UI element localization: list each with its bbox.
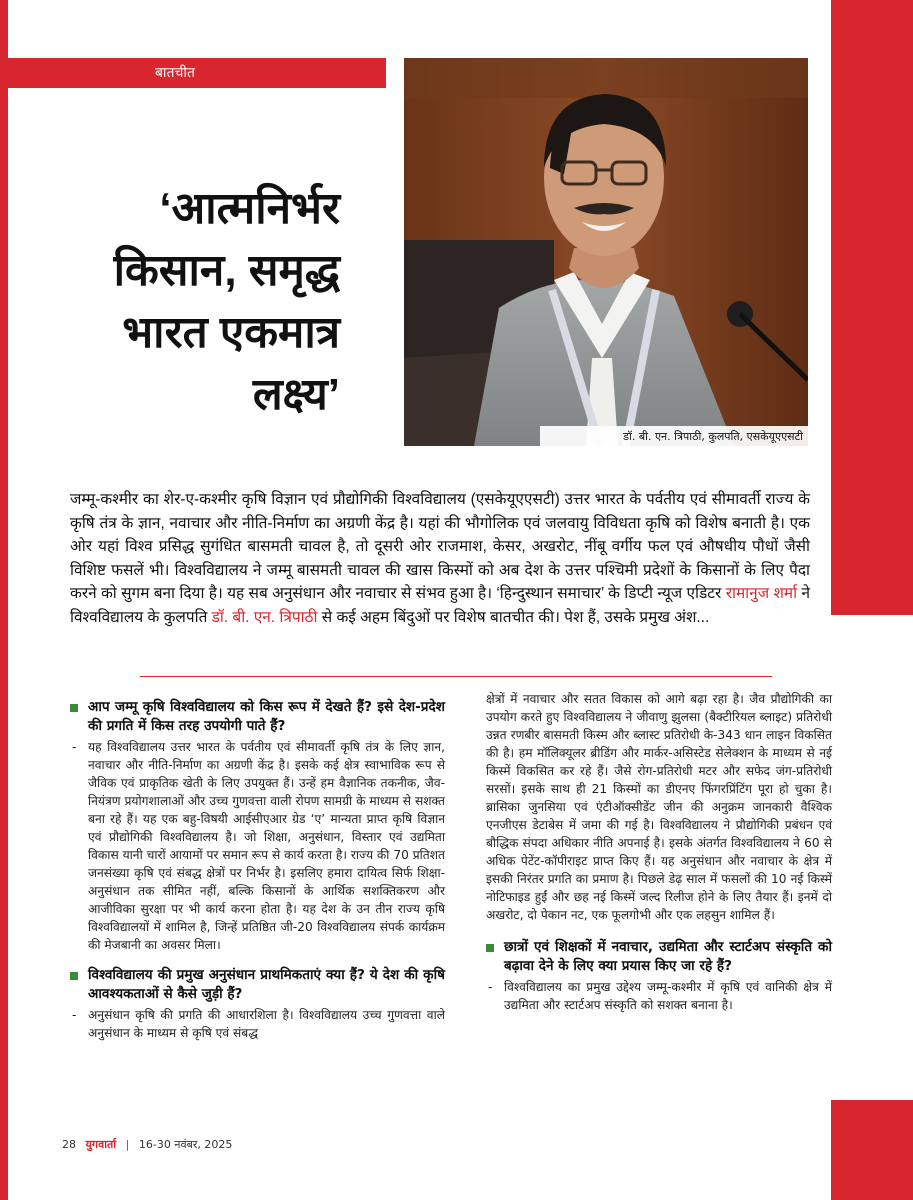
bullet-square-icon [70, 704, 78, 712]
photo-caption: डॉ. बी. एन. त्रिपाठी, कुलपति, एसकेयूएएसटी [623, 430, 803, 443]
headline-line: भारत एकमात्र [122, 308, 340, 357]
intro-text: ने विश्वविद्यालय के कुलपति [70, 585, 810, 626]
answer-text: विश्वविद्यालय का प्रमुख उद्देश्य जम्मू-कश्मीर में कृषि एवं वानिकी क्षेत्र में उद्यमिता और स्टार्टअप संस्कृति को सशक्त बनाना है। [504, 980, 832, 1012]
question-text: छात्रों एवं शिक्षकों में नवाचार, उद्यमिता और स्टार्टअप संस्कृति को बढ़ावा देने के लिए क्या प्रयास किए जा रहे हैं? [504, 939, 832, 974]
intro-text: जम्मू-कश्मीर का शेर-ए-कश्मीर कृषि विज्ञान एवं प्रौद्योगिकी विश्वविद्यालय (एसकेयूएएसटी) उत्तर भारत के पर्वतीय एवं सीमावर्ती राज्य के कृषि तंत्र के ज्ञान, नवाचार और नीति-निर्माण का अग्रणी केंद्र है। यहां की भौगोलिक एवं जलवायु विविधता कृषि को विशेष बनाती है। एक ओर यहां विश्व प्रसिद्ध सुगंधित बासमती चावल है, तो दूसरी ओर राजमाश, केसर, अखरोट, नींबू वर्गीय फल एवं औषधीय पौधों जैसी विशिष्ट फसलें भी। विश्वविद्यालय ने जम्मू बासमती चावल की खास किस्मों को अब देश के उत्तर पश्चिमी प्रदेशों के किसानों के लिए पैदा करने को सुगम बना दिया है। यह सब अनुसंधान और नवाचार से संभव हुआ है। ‘हिन्दुस्थान समाचार’ के डिप्टी न्यूज एडिटर [70, 491, 810, 602]
page-number: 28 [62, 1138, 76, 1151]
question-text: आप जम्मू कृषि विश्वविद्यालय को किस रूप में देखते हैं? इसे देश-प्रदेश की प्रगति में किस तरह उपयोगी पाते हैं? [88, 699, 445, 734]
intro-paragraph [70, 488, 810, 629]
intro-text: से कई अहम बिंदुओं पर विशेष बातचीत की। पेश हैं, उसके प्रमुख अंश... [321, 608, 710, 626]
interviewee-name: डॉ. बी. एन. त्रिपाठी [211, 608, 318, 626]
magazine-name: युगवार्ता [85, 1138, 117, 1151]
dash-marker: - [72, 740, 77, 754]
question [486, 938, 832, 976]
right-column [486, 690, 832, 1026]
answer-text: अनुसंधान कृषि की प्रगति की आधारशिला है। विश्वविद्यालय उच्च गुणवत्ता वाले अनुसंधान के माध्यम से कृषि एवं संबद्ध [88, 1008, 445, 1040]
interviewer-name: रामानुज शर्मा [725, 585, 798, 602]
headline-line: ‘आत्मनिर्भर [159, 184, 340, 233]
bottom-right-red-bar [831, 1100, 913, 1200]
divider-rule [140, 676, 772, 677]
bullet-square-icon [486, 944, 494, 952]
answer [486, 978, 832, 1014]
footer-separator: | [125, 1138, 130, 1151]
headline [40, 178, 340, 426]
answer-text: यह विश्वविद्यालय उत्तर भारत के पर्वतीय एवं सीमावर्ती कृषि तंत्र के लिए ज्ञान, नवाचार और नीति-निर्माण का अग्रणी केंद्र है। इसके कई क्षेत्र स्वाभाविक रूप से जैविक एवं प्राकृतिक खेती के लिए उपयुक्त हैं। उन्हें हम वैज्ञानिक तकनीक, जैव-नियंत्रण प्रयोगशालाओं और उच्च गुणवत्ता वाली रोपण सामग्री के माध्यम से सशक्त बना रहे हैं। यह एक बहु-विषयी आईसीएआर ग्रेड ‘ए’ मान्यता प्राप्त कृषि विज्ञान एवं प्रौद्योगिकी विश्वविद्यालय है। जो शिक्षा, अनुसंधान, विस्तार एवं उद्यमिता विकास यानी चारों आयामों पर समान रूप से कार्य करता है। राज्य की 70 प्रतिशत जनसंख्या कृषि एवं संबद्ध क्षेत्रों पर निर्भर है। इसलिए हमारा दायित्व सिर्फ शिक्षा-अनुसंधान तक सीमित नहीं, बल्कि किसानों के आर्थिक सशक्तिकरण और आजीविका सुरक्षा पर भी कार्य करना होता है। यह देश के उन तीन राज्य कृषि विश्वविद्यालयों में शामिल है, जिन्हें प्रतिष्ठित जी-20 विश्वविद्यालय संपर्क कार्यक्रम की मेजबानी का अवसर मिला। [88, 740, 445, 952]
answer [70, 738, 445, 954]
dash-marker: - [488, 980, 493, 994]
page-footer [62, 1137, 232, 1153]
headline-line: किसान, समृद्ध [113, 246, 340, 295]
bullet-square-icon [70, 972, 78, 980]
left-column [70, 698, 445, 1054]
question-text: विश्वविद्यालय की प्रमुख अनुसंधान प्राथमिकताएं क्या हैं? ये देश की कृषि आवश्यकताओं से कैसे जुड़ी हैं? [88, 967, 445, 1002]
section-tag: बातचीत [154, 65, 196, 81]
issue-date: 16-30 नवंबर, 2025 [138, 1138, 233, 1151]
question [70, 966, 445, 1004]
dash-marker: - [72, 1008, 77, 1022]
answer-continuation: क्षेत्रों में नवाचार और सतत विकास को आगे बढ़ा रहा है। जैव प्रौद्योगिकी का उपयोग करते हुए विश्वविद्यालय ने जीवाणु झुलसा (बैक्टीरियल ब्लाइट) प्रतिरोधी उन्नत रणबीर बासमती किस्म और ब्लास्ट प्रतिरोधी के-343 धान लाइन विकसित की है। हम मॉलिक्यूलर ब्रीडिंग और मार्कर-असिस्टेड सेलेक्शन के माध्यम से नई किस्में विकसित कर रहे हैं। जैसे रोग-प्रतिरोधी मटर और सफेद जंग-प्रतिरोधी सरसों। इसके साथ ही 21 किस्मों का डीएनए फिंगरप्रिंटिंग पूरा हो चुका है। ब्रासिका जुनसिया एवं एंटीऑक्सीडेंट जीन की अनुक्रम जानकारी वैश्विक एनजीएस डेटाबेस में जमा की गई है। विश्वविद्यालय ने प्रौद्योगिकी प्रबंधन एवं बौद्धिक संपदा अधिकार नीति अपनाई है। इसके अंतर्गत विश्वविद्यालय ने 60 से अधिक पेटेंट-कॉपीराइट प्राप्त किए हैं। यह अनुसंधान और नवाचार के क्षेत्र में इसकी निरंतर प्रगति का प्रमाण है। पिछले डेढ़ साल में फसलों की 10 नई किस्में नोटिफाइड हुईं और छह नई किस्में जल्द रिलीज होने के लिए तैयार हैं। इनमें दो अखरोट, दो पेकान नट, एक फूलगोभी और एक लहसुन शामिल हैं। [486, 692, 832, 922]
portrait-illustration [404, 58, 808, 446]
question [70, 698, 445, 736]
headline-line: लक्ष्य’ [252, 370, 340, 419]
answer [70, 1006, 445, 1042]
left-red-bar [0, 0, 8, 1200]
portrait-photo [404, 58, 808, 446]
top-right-red-bar [831, 0, 913, 615]
